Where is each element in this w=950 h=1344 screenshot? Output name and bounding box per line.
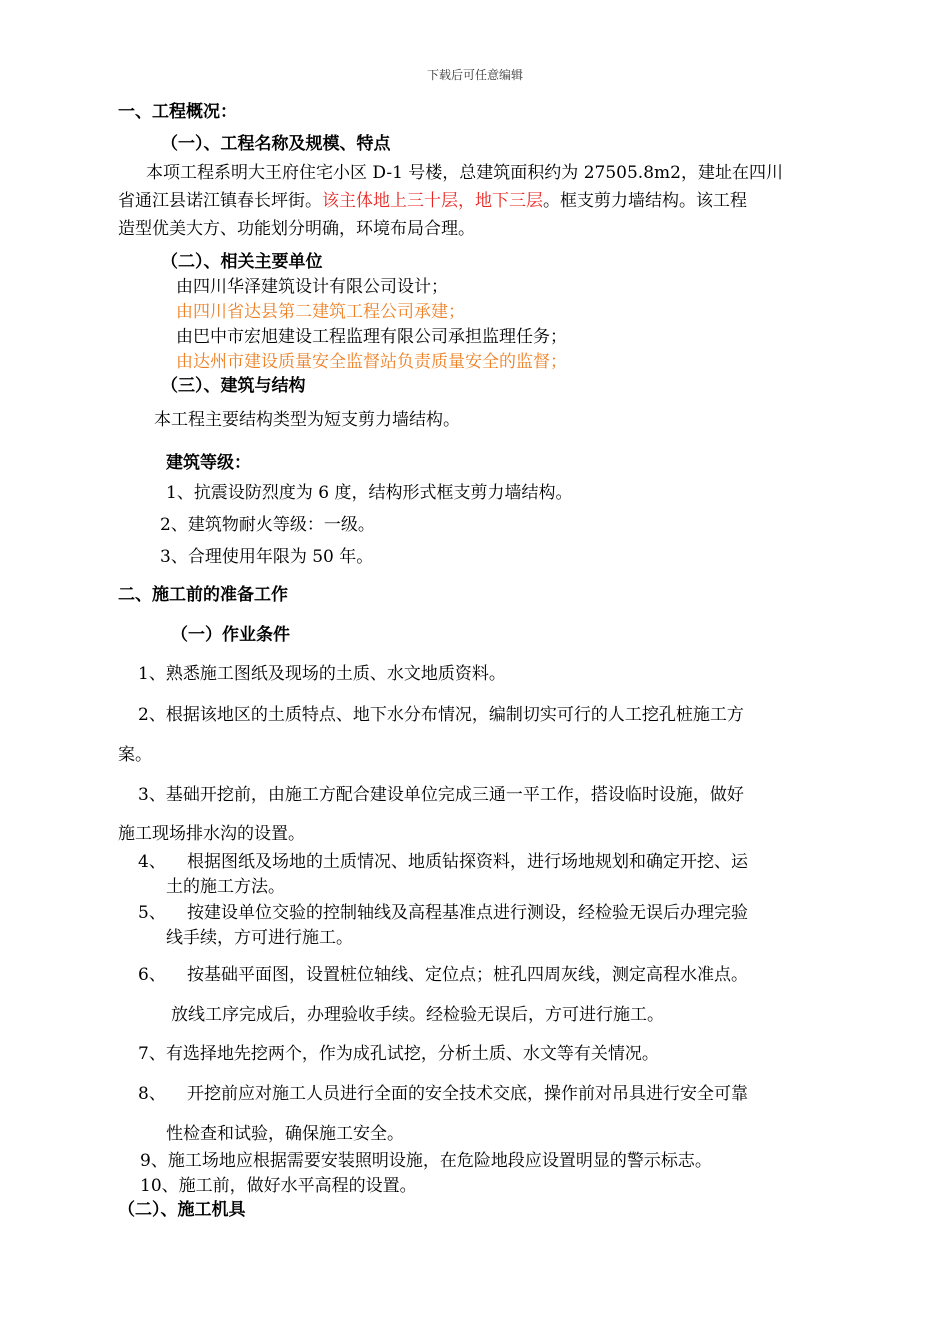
section-2-1-title: （一）作业条件 [171,625,290,645]
condition-item-4-line-2: 土的施工方法。 [166,877,285,897]
condition-item-8-number: 8、 [138,1084,166,1104]
condition-item-6-line-2: 放线工序完成后，办理验收手续。经检验无误后，方可进行施工。 [171,1005,664,1025]
overview-text-normal: 省通江县诺江镇春长坪街。 [118,191,322,211]
unit-item-design: 由四川华泽建筑设计有限公司设计； [176,277,448,297]
condition-item-9: 9、施工场地应根据需要安装照明设施，在危险地段应设置明显的警示标志。 [140,1151,712,1171]
header-note: 下载后可任意编辑 [426,68,523,82]
section-1-2-title: （二）、相关主要单位 [161,252,323,272]
section-1-3-title: （三）、建筑与结构 [161,376,306,396]
condition-item-8-line-2: 性检查和试验，确保施工安全。 [166,1124,404,1144]
condition-item-6-line-1: 按基础平面图，设置桩位轴线、定位点；桩孔四周灰线，测定高程水准点。 [187,965,748,985]
condition-item-3-line-2: 施工现场排水沟的设置。 [118,824,305,844]
condition-item-4-line-1: 根据图纸及场地的土质情况、地质钻探资料，进行场地规划和确定开挖、运 [187,852,748,872]
building-grade-title: 建筑等级： [166,453,251,473]
section-2-title: 二、施工前的准备工作 [118,585,288,605]
grade-item-3: 3、合理使用年限为 50 年。 [160,547,374,567]
condition-item-2-line-1: 2、根据该地区的土质特点、地下水分布情况，编制切实可行的人工挖孔桩施工方 [138,705,744,725]
section-1-1-title: （一）、工程名称及规模、特点 [161,134,391,154]
section-1-title: 一、工程概况： [118,102,237,122]
condition-item-7: 7、有选择地先挖两个，作为成孔试挖，分析土质、水文等有关情况。 [138,1044,659,1064]
unit-item-contractor: 由四川省达县第二建筑工程公司承建； [176,302,465,322]
condition-item-1: 1、熟悉施工图纸及现场的土质、水文地质资料。 [138,664,506,684]
condition-item-10: 10、施工前，做好水平高程的设置。 [140,1176,417,1196]
condition-item-5-number: 5、 [138,903,166,923]
grade-item-2: 2、建筑物耐火等级：一级。 [160,515,375,535]
condition-item-4-number: 4、 [138,852,166,872]
grade-item-1: 1、抗震设防烈度为 6 度，结构形式框支剪力墙结构。 [166,483,573,503]
condition-item-2-line-2: 案。 [118,745,152,765]
structure-paragraph: 本工程主要结构类型为短支剪力墙结构。 [154,410,460,430]
condition-item-3-line-1: 3、基础开挖前，由施工方配合建设单位完成三通一平工作，搭设临时设施，做好 [138,785,744,805]
overview-paragraph-line-1: 本项工程系明大王府住宅小区 D-1 号楼，总建筑面积约为 27505.8m2，建址在四川 [146,163,783,183]
overview-text-highlight: 该主体地上三十层，地下三层 [322,191,543,211]
overview-paragraph-line-3: 造型优美大方、功能划分明确，环境布局合理。 [118,219,475,239]
condition-item-5-line-2: 线手续，方可进行施工。 [166,928,353,948]
overview-paragraph-line-2 [118,190,747,212]
unit-item-quality-station: 由达州市建设质量安全监督站负责质量安全的监督； [176,352,567,372]
condition-item-6-number: 6、 [138,965,166,985]
section-2-2-title: （二）、施工机具 [118,1200,246,1220]
condition-item-8-line-1: 开挖前应对施工人员进行全面的安全技术交底，操作前对吊具进行安全可靠 [187,1084,748,1104]
overview-text-end: 。框支剪力墙结构。该工程 [543,191,747,211]
unit-item-supervision: 由巴中市宏旭建设工程监理有限公司承担监理任务； [176,327,567,347]
condition-item-5-line-1: 按建设单位交验的控制轴线及高程基准点进行测设，经检验无误后办理完验 [187,903,748,923]
